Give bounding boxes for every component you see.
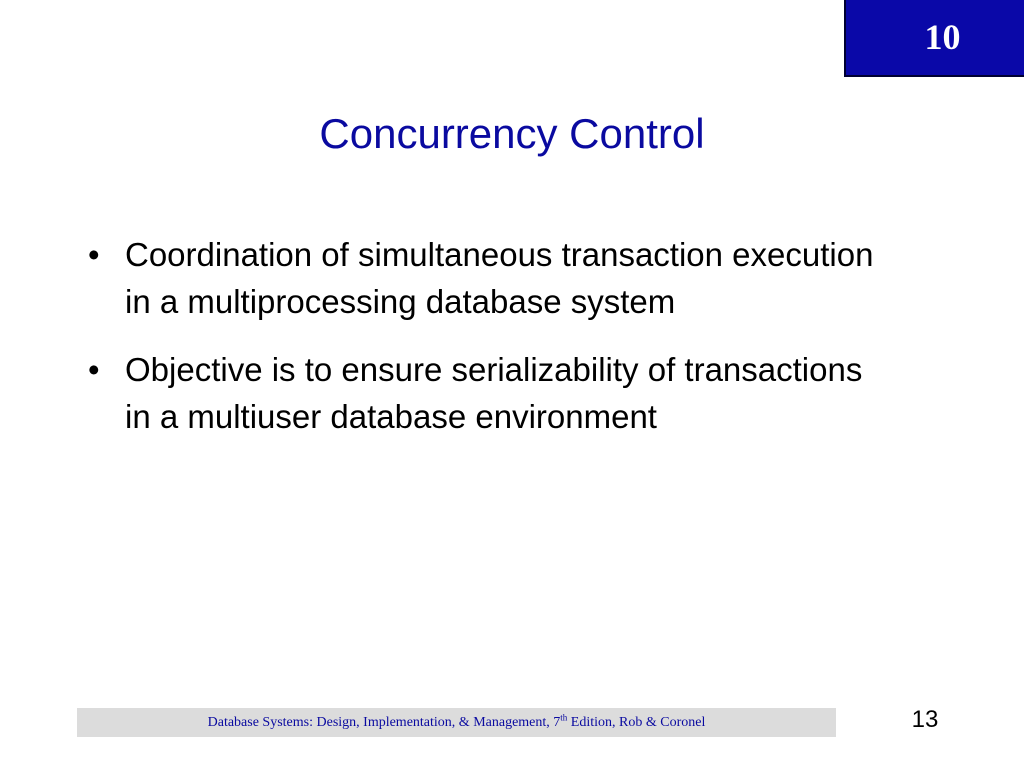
bullet-text: Coordination of simultaneous transaction execution in a multiprocessing database system xyxy=(125,236,874,320)
footer-citation-superscript: th xyxy=(560,712,568,723)
footer-bar xyxy=(77,708,836,737)
chapter-number: 10 xyxy=(924,17,961,57)
bullet-icon: • xyxy=(88,236,100,273)
slide-title: Concurrency Control xyxy=(319,110,705,157)
bullet-list xyxy=(85,231,885,461)
bullet-item xyxy=(85,346,885,440)
page-number: 13 xyxy=(911,706,939,733)
footer-citation-suffix: Edition, Rob & Coronel xyxy=(567,715,706,730)
bullet-text: Objective is to ensure serializability of transactions in a multiuser database environment xyxy=(125,351,863,435)
bullet-icon: • xyxy=(88,351,100,388)
footer-citation xyxy=(207,712,706,730)
bullet-item xyxy=(85,231,885,325)
chapter-badge xyxy=(844,0,1024,77)
footer-citation-prefix: Database Systems: Design, Implementation, & Management, 7 xyxy=(207,715,561,730)
